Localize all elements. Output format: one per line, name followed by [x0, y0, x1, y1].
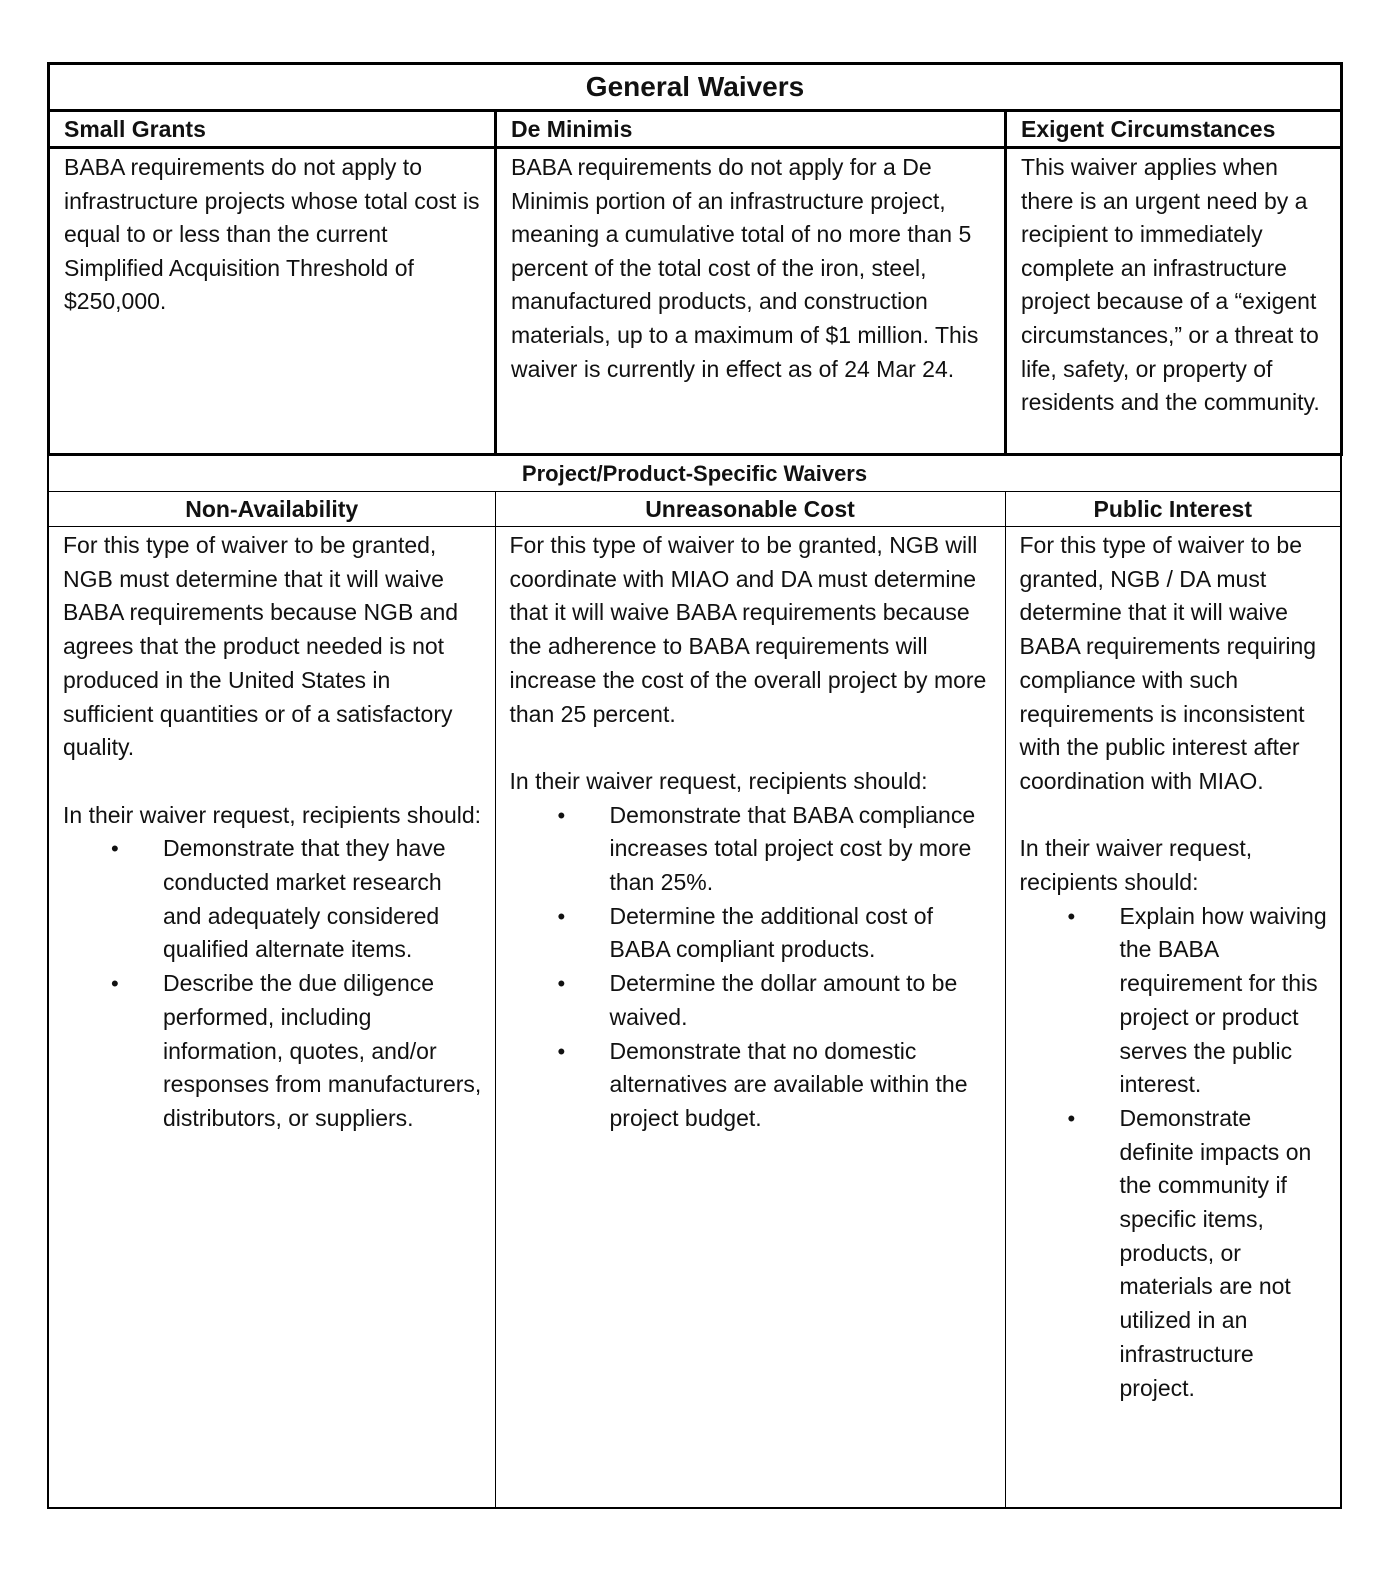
non-availability-body [48, 527, 495, 1509]
exigent-circumstances-header: Exigent Circumstances [1006, 111, 1342, 148]
list-item-text: Determine the additional cost of BABA compliant products. [609, 902, 933, 963]
non-availability-bullet-list [63, 832, 485, 1135]
small-grants-text: BABA requirements do not apply to infrastructure projects whose total cost is equal to or less than the current Simplified Acquisition Threshold of $250,000. [64, 154, 480, 315]
bullet-icon: • [1067, 903, 1076, 929]
list-item-text: Determine the dollar amount to be waived. [609, 970, 958, 1030]
list-item-text: Demonstrate that BABA compliance increases total project cost by more than 25%. [609, 801, 976, 896]
project-waivers-title: Project/Product-Specific Waivers [48, 456, 1341, 492]
list-item [510, 900, 995, 967]
bullet-icon: • [111, 836, 119, 862]
bullet-icon: • [1067, 1105, 1076, 1131]
public-interest-body [1005, 527, 1341, 1509]
project-specific-waivers-table [47, 456, 1342, 1509]
de-minimis-text: BABA requirements do not apply for a De Minimis portion of an infrastructure project, meaning a cumulative total of no more than 5 percent of the total cost of the iron, steel, manufactured products, and construction materials, up to a maximum of $1 million. This waiver is currently in effect as of 24 Mar 24. [511, 154, 979, 382]
unreasonable-cost-body [495, 527, 1005, 1509]
non-availability-header: Non-Availability [48, 492, 495, 527]
unreasonable-cost-header: Unreasonable Cost [495, 492, 1005, 527]
unreasonable-cost-request-label: In their waiver request, recipients should: [509, 767, 928, 794]
bullet-icon: • [557, 1038, 566, 1064]
bullet-icon: • [557, 903, 566, 929]
bullet-icon: • [111, 971, 119, 997]
public-interest-request-label: In their waiver request, recipients should: [1019, 835, 1253, 896]
bullet-icon: • [557, 971, 566, 997]
public-interest-bullet-list [1020, 900, 1331, 1406]
non-availability-request-label: In their waiver request, recipients should: [63, 801, 482, 828]
public-interest-header: Public Interest [1005, 492, 1341, 527]
small-grants-body [49, 148, 496, 455]
unreasonable-cost-intro: For this type of waiver to be granted, NGB will coordinate with MIAO and DA must determine that it will waive BABA requirements because the adherence to BABA requirements will increase the cost of the overall project by more than 25 percent. [509, 532, 987, 727]
list-item-text: Demonstrate definite impacts on the community if specific items, products, or materials are not utilized in an infrastructure project. [1119, 1104, 1312, 1401]
exigent-circumstances-text: This waiver applies when there is an urgent need by a recipient to immediately complete an infrastructure project because of a “exigent circumstances,” or a threat to life, safety, or property of residents and the community. [1021, 154, 1320, 416]
non-availability-intro: For this type of waiver to be granted, NGB must determine that it will waive BABA requirements because NGB and agrees that the product needed is not produced in the United States in sufficient quantities or of a satisfactory quality. [63, 532, 459, 761]
general-waivers-title: General Waivers [49, 64, 1342, 111]
public-interest-intro: For this type of waiver to be granted, NGB / DA must determine that it will waive BABA requirements requiring compliance with such requirements is inconsistent with the public interest after coordination with MIAO. [1019, 532, 1317, 794]
list-item [63, 967, 485, 1136]
list-item [1020, 900, 1331, 1102]
exigent-circumstances-body [1006, 148, 1342, 455]
list-item [510, 1035, 995, 1136]
list-item-text: Demonstrate that no domestic alternatives are available within the project budget. [609, 1037, 968, 1131]
de-minimis-body [496, 148, 1006, 455]
list-item-text: Explain how waiving the BABA requirement for this project or product serves the public interest. [1119, 902, 1327, 1098]
list-item [510, 967, 995, 1034]
list-item [1020, 1102, 1331, 1405]
general-waivers-table [47, 62, 1343, 456]
list-item [510, 799, 995, 900]
bullet-icon: • [557, 802, 566, 828]
de-minimis-header: De Minimis [496, 111, 1006, 148]
small-grants-header: Small Grants [49, 111, 496, 148]
unreasonable-cost-bullet-list [510, 799, 995, 1136]
waivers-document [47, 62, 1340, 1509]
list-item [63, 832, 485, 967]
list-item-text: Describe the due diligence performed, including information, quotes, and/or responses from manufacturers, distributors, or suppliers. [163, 970, 482, 1131]
list-item-text: Demonstrate that they have conducted market research and adequately considered qualified alternate items. [163, 835, 446, 963]
